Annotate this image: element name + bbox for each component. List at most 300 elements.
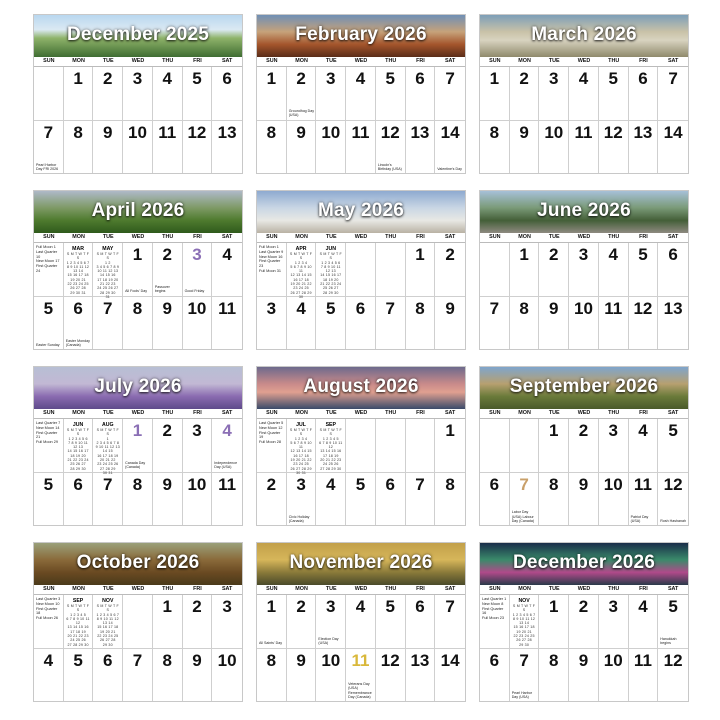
weekday-label: WED	[131, 58, 145, 64]
day-cell[interactable]	[212, 297, 242, 350]
month-banner-photo	[257, 191, 465, 233]
day-number: 3	[608, 597, 618, 616]
day-cell[interactable]	[658, 121, 688, 174]
day-cell[interactable]	[599, 297, 629, 350]
month-card[interactable]	[33, 190, 243, 350]
day-cell[interactable]	[346, 67, 376, 121]
day-cell[interactable]	[658, 473, 688, 526]
mini-calendar-row: S M T W T F S	[96, 428, 119, 437]
day-cell[interactable]	[212, 67, 242, 121]
mini-calendar-row: 16 17 18 19 20 21 22	[97, 453, 119, 463]
mini-calendar-row: S M T W T F S	[96, 252, 119, 261]
moon-phase-line: Full Moon 26	[36, 616, 58, 621]
mini-calendar-row: 1 2 3 4 5 6	[68, 436, 88, 441]
weekday-label: TUE	[548, 58, 560, 64]
day-cell[interactable]	[346, 121, 376, 174]
day-cell[interactable]	[569, 419, 599, 473]
day-cell[interactable]	[599, 473, 629, 526]
day-cell[interactable]	[435, 297, 465, 350]
empty-cell	[93, 243, 123, 297]
month-title: September 2026	[509, 376, 659, 397]
day-cell[interactable]	[406, 243, 436, 297]
empty-cell	[406, 419, 436, 473]
weekday-label: MON	[295, 586, 308, 592]
day-cell[interactable]	[599, 121, 629, 174]
weekday-label: SUN	[266, 58, 278, 64]
day-cell[interactable]	[212, 595, 242, 649]
weekday-label: MON	[295, 58, 308, 64]
mini-calendar-row: 13 14 15 16 17 18 19	[320, 449, 342, 458]
day-cell[interactable]	[569, 473, 599, 526]
month-card[interactable]	[479, 14, 689, 174]
mini-calendar-row: 27 28 29 30	[67, 642, 89, 647]
day-cell[interactable]	[629, 121, 659, 174]
day-cell[interactable]	[629, 595, 659, 649]
day-cell[interactable]	[346, 649, 376, 702]
weekday-label: MON	[518, 586, 531, 592]
weekday-label: SUN	[489, 234, 501, 240]
day-cell[interactable]	[599, 649, 629, 702]
day-cell[interactable]	[93, 121, 123, 174]
mini-calendar-row: 12 13 14 15 16 17 18	[290, 449, 312, 458]
month-banner-photo	[480, 367, 688, 409]
day-cell[interactable]	[212, 243, 242, 297]
day-cell[interactable]	[480, 121, 510, 174]
day-cell[interactable]	[93, 649, 123, 702]
day-number: 1	[549, 597, 559, 616]
day-number: 2	[103, 69, 113, 88]
day-cell[interactable]	[376, 297, 406, 350]
moon-phase-line: Full Moon 1	[259, 245, 279, 249]
day-cell[interactable]	[257, 649, 287, 702]
day-cell[interactable]	[539, 473, 569, 526]
day-cell[interactable]	[287, 67, 317, 121]
moon-phase-line: New Moon 16	[259, 254, 283, 259]
day-cell[interactable]	[257, 121, 287, 174]
day-number: 7	[103, 475, 113, 494]
day-number: 1	[445, 421, 455, 440]
day-cell[interactable]	[183, 649, 213, 702]
day-cell[interactable]	[123, 243, 153, 297]
month-card[interactable]	[33, 366, 243, 526]
day-cell[interactable]	[539, 649, 569, 702]
day-number: 5	[385, 69, 395, 88]
empty-cell	[480, 419, 510, 473]
day-cell[interactable]	[346, 297, 376, 350]
empty-cell	[287, 243, 317, 297]
day-number: 9	[192, 651, 202, 670]
day-cell[interactable]	[287, 297, 317, 350]
weekday-label: MON	[295, 410, 308, 416]
mini-calendar-row: S M T W T F S	[319, 252, 342, 261]
mini-calendar-row: S M T W T F S	[66, 604, 90, 613]
mini-calendar-row: 26 27 28 29 30	[290, 290, 312, 299]
day-cell[interactable]	[406, 473, 436, 526]
day-cell[interactable]	[316, 67, 346, 121]
day-cell[interactable]	[287, 595, 317, 649]
day-cell[interactable]	[599, 419, 629, 473]
day-cell[interactable]	[153, 419, 183, 473]
day-number: 3	[608, 421, 618, 440]
moon-phase-notes	[257, 419, 286, 447]
month-banner-photo	[480, 15, 688, 57]
weekday-label: TUE	[548, 586, 560, 592]
weekday-label: THU	[162, 234, 174, 240]
day-cell[interactable]	[316, 595, 346, 649]
day-cell[interactable]	[153, 121, 183, 174]
day-cell[interactable]	[510, 243, 540, 297]
day-cell[interactable]	[435, 419, 465, 473]
mini-calendar-row: 19 20 21 22 23 24 25	[290, 458, 312, 467]
day-cell[interactable]	[376, 121, 406, 174]
day-cell[interactable]	[376, 67, 406, 121]
day-number: 5	[43, 475, 54, 494]
day-cell[interactable]	[569, 121, 599, 174]
holiday-note: Lincoln's Birthday (USA)	[377, 162, 402, 171]
moon-phase-line: First Quarter 21	[36, 430, 58, 440]
weekday-label: THU	[608, 586, 620, 592]
day-cell[interactable]	[123, 649, 153, 702]
mini-calendar-row: 28 29 30	[70, 466, 86, 471]
day-cell[interactable]	[599, 243, 629, 297]
day-number: 1	[549, 421, 559, 440]
day-cell[interactable]	[480, 297, 510, 350]
mini-calendar-row: 20 21 22 23 24 25 26	[320, 458, 342, 467]
day-cell[interactable]	[539, 243, 569, 297]
day-number: 7	[519, 475, 529, 494]
day-cell[interactable]	[435, 243, 465, 297]
day-cell[interactable]	[539, 297, 569, 350]
day-number: 7	[519, 651, 529, 670]
day-cell[interactable]	[510, 297, 540, 350]
month-card[interactable]	[256, 14, 466, 174]
day-cell[interactable]	[123, 419, 153, 473]
day-number: 7	[445, 597, 455, 616]
day-cell[interactable]	[212, 419, 242, 473]
mini-calendar-row: 17 18 19 20 21 22 23	[97, 277, 119, 287]
weekday-header	[480, 233, 688, 243]
mini-calendar-row: 14 15 16 17 18 19 20	[67, 449, 89, 458]
day-cell[interactable]	[480, 649, 510, 702]
holiday-note: Labor Day (USA) Labour Day (Canada)	[511, 510, 535, 523]
day-cell[interactable]	[64, 297, 94, 350]
moon-phase-line: First Quarter 16	[482, 606, 504, 616]
day-number: 5	[608, 69, 618, 88]
day-cell[interactable]	[569, 297, 599, 350]
weekday-header	[257, 409, 465, 419]
weekday-label: FRI	[193, 586, 202, 592]
day-cell[interactable]	[629, 243, 659, 297]
weekday-label: SAT	[221, 234, 233, 240]
day-cell[interactable]	[480, 473, 510, 526]
day-number: 4	[326, 475, 336, 494]
month-title: November 2026	[289, 552, 433, 573]
day-number: 6	[415, 597, 425, 616]
empty-cell	[480, 243, 510, 297]
day-number: 11	[604, 299, 623, 318]
weekday-label: FRI	[416, 234, 425, 240]
day-number: 1	[162, 597, 172, 616]
mini-calendar-row: 29 30	[519, 642, 530, 647]
empty-cell	[257, 419, 287, 473]
mini-calendar-title: JUL	[296, 422, 306, 428]
day-cell[interactable]	[183, 243, 213, 297]
day-cell[interactable]	[183, 121, 213, 174]
weekday-label: SAT	[221, 586, 233, 592]
day-cell[interactable]	[316, 649, 346, 702]
day-cell[interactable]	[34, 121, 64, 174]
weekday-label: FRI	[416, 58, 425, 64]
day-number: 9	[445, 299, 455, 318]
day-cell[interactable]	[435, 121, 465, 174]
day-cell[interactable]	[346, 473, 376, 526]
day-cell[interactable]	[376, 649, 406, 702]
day-cell[interactable]	[34, 649, 64, 702]
weekday-label: MON	[518, 58, 531, 64]
month-banner-photo	[257, 543, 465, 585]
day-cell[interactable]	[629, 419, 659, 473]
day-cell[interactable]	[183, 297, 213, 350]
day-number: 9	[578, 475, 589, 494]
day-cell[interactable]	[539, 419, 569, 473]
day-cell[interactable]	[406, 297, 436, 350]
day-number: 11	[218, 475, 237, 494]
month-title: February 2026	[295, 24, 427, 45]
day-cell[interactable]	[287, 121, 317, 174]
day-cell[interactable]	[183, 419, 213, 473]
weekday-header	[257, 57, 465, 67]
weekday-label: TUE	[102, 58, 114, 64]
day-cell[interactable]	[34, 297, 64, 350]
day-cell[interactable]	[599, 595, 629, 649]
day-cell[interactable]	[569, 243, 599, 297]
day-number: 6	[385, 475, 395, 494]
day-number: 5	[668, 597, 678, 616]
day-cell[interactable]	[346, 595, 376, 649]
day-number: 8	[489, 123, 500, 142]
weekday-label: SAT	[444, 58, 456, 64]
day-number: 12	[603, 123, 623, 142]
day-cell[interactable]	[64, 649, 94, 702]
day-cell[interactable]	[93, 294, 123, 350]
day-cell[interactable]	[658, 595, 688, 649]
day-number: 13	[410, 651, 430, 670]
day-number: 6	[489, 475, 500, 494]
moon-phase-line: Full Moon 23	[482, 616, 504, 621]
day-cell[interactable]	[406, 67, 436, 121]
month-card[interactable]	[33, 14, 243, 174]
day-number: 12	[380, 651, 400, 670]
day-number: 2	[296, 597, 306, 616]
day-cell[interactable]	[153, 473, 183, 526]
day-number: 13	[410, 123, 430, 142]
day-cell[interactable]	[257, 473, 287, 526]
day-cell[interactable]	[510, 649, 540, 702]
month-title: June 2026	[537, 200, 631, 221]
weekday-label: THU	[385, 234, 397, 240]
day-number: 13	[663, 299, 683, 318]
day-cell[interactable]	[435, 473, 465, 526]
day-cell[interactable]	[569, 595, 599, 649]
month-card[interactable]	[479, 366, 689, 526]
day-number: 7	[103, 299, 113, 318]
mini-calendar-row: 15 16 17 18 19 20 21	[97, 625, 119, 634]
day-number: 6	[222, 69, 232, 88]
day-cell[interactable]	[34, 473, 64, 526]
weekday-label: WED	[354, 410, 368, 416]
month-card[interactable]	[479, 190, 689, 350]
day-cell[interactable]	[510, 473, 540, 526]
day-number: 10	[603, 475, 623, 494]
day-cell[interactable]	[257, 595, 287, 649]
mini-calendar-title: JUN	[72, 422, 84, 428]
day-cell[interactable]	[64, 121, 94, 174]
weekday-label: MON	[72, 410, 85, 416]
day-cell[interactable]	[183, 473, 213, 526]
day-cell[interactable]	[153, 297, 183, 350]
day-cell[interactable]	[658, 67, 688, 121]
weekday-label: MON	[295, 234, 308, 240]
day-cell[interactable]	[599, 67, 629, 121]
day-cell[interactable]	[316, 121, 346, 174]
day-cell[interactable]	[183, 595, 213, 649]
day-number: 11	[158, 123, 177, 142]
day-cell[interactable]	[183, 67, 213, 121]
day-cell[interactable]	[376, 473, 406, 526]
weekday-label: THU	[608, 58, 620, 64]
day-cell[interactable]	[64, 67, 94, 121]
moon-phase-line: Last Quarter 5	[259, 421, 284, 425]
moon-phase-line: New Moon 8	[482, 601, 504, 606]
day-cell[interactable]	[212, 121, 242, 174]
day-cell[interactable]	[539, 121, 569, 174]
day-cell[interactable]	[93, 67, 123, 121]
day-grid	[480, 243, 688, 350]
mini-calendar	[64, 243, 93, 298]
empty-cell	[376, 243, 406, 297]
weekday-label: TUE	[102, 586, 114, 592]
day-cell[interactable]	[435, 67, 465, 121]
mini-calendar	[93, 243, 122, 302]
day-number: 1	[132, 245, 143, 264]
day-cell[interactable]	[123, 121, 153, 174]
day-number: 8	[549, 475, 559, 494]
day-cell[interactable]	[287, 473, 317, 526]
day-cell[interactable]	[658, 243, 688, 297]
day-cell[interactable]	[435, 595, 465, 649]
day-cell[interactable]	[406, 649, 436, 702]
day-cell[interactable]	[123, 473, 153, 526]
day-cell[interactable]	[257, 297, 287, 350]
empty-cell	[287, 419, 317, 473]
day-cell[interactable]	[212, 473, 242, 526]
weekday-label: SAT	[667, 410, 679, 416]
weekday-label: SUN	[43, 234, 55, 240]
day-cell[interactable]	[569, 649, 599, 702]
day-cell[interactable]	[406, 595, 436, 649]
day-cell[interactable]	[629, 649, 659, 702]
day-cell[interactable]	[435, 649, 465, 702]
moon-phase-line: First Quarter 18	[36, 606, 58, 616]
day-cell[interactable]	[629, 297, 659, 350]
day-number: 9	[162, 299, 172, 318]
day-cell[interactable]	[658, 297, 688, 350]
day-cell[interactable]	[629, 67, 659, 121]
day-number: 6	[638, 69, 648, 88]
moon-phase-notes	[257, 243, 286, 276]
day-number: 8	[132, 299, 143, 318]
day-cell[interactable]	[153, 649, 183, 702]
month-card[interactable]	[33, 542, 243, 702]
month-banner-photo	[34, 15, 242, 57]
month-card[interactable]	[479, 542, 689, 702]
day-cell[interactable]	[480, 67, 510, 121]
day-cell[interactable]	[123, 297, 153, 350]
day-number: 13	[217, 123, 237, 142]
day-cell[interactable]	[406, 121, 436, 174]
day-cell[interactable]	[569, 67, 599, 121]
day-cell[interactable]	[658, 649, 688, 702]
weekday-label: THU	[162, 58, 174, 64]
day-cell[interactable]	[376, 595, 406, 649]
weekday-header	[257, 233, 465, 243]
day-cell[interactable]	[212, 649, 242, 702]
day-cell[interactable]	[510, 67, 540, 121]
day-number: 9	[103, 123, 113, 142]
moon-phase-line: New Moon 14	[36, 425, 60, 430]
day-cell[interactable]	[257, 67, 287, 121]
weekday-label: SUN	[266, 410, 278, 416]
moon-phase-line: New Moon 17	[36, 259, 60, 264]
weekday-label: SUN	[266, 234, 278, 240]
weekday-label: THU	[608, 410, 620, 416]
empty-cell	[346, 419, 376, 473]
day-number: 4	[296, 299, 306, 318]
day-number: 7	[415, 475, 425, 494]
day-cell[interactable]	[316, 297, 346, 350]
month-title: April 2026	[91, 200, 185, 221]
day-number: 6	[355, 299, 366, 318]
weekday-label: SUN	[43, 58, 55, 64]
day-number: 8	[266, 651, 277, 670]
month-card[interactable]	[256, 190, 466, 350]
weekday-header	[34, 233, 242, 243]
day-cell[interactable]	[658, 419, 688, 473]
day-number: 8	[73, 123, 83, 142]
mini-calendar-row: S M T W T F S	[512, 604, 536, 613]
weekday-label: SAT	[667, 58, 679, 64]
day-cell[interactable]	[539, 595, 569, 649]
weekday-label: WED	[131, 410, 145, 416]
day-cell[interactable]	[287, 649, 317, 702]
day-cell[interactable]	[510, 121, 540, 174]
day-cell[interactable]	[629, 473, 659, 526]
weekday-label: WED	[577, 410, 591, 416]
day-cell[interactable]	[64, 473, 94, 526]
day-cell[interactable]	[123, 67, 153, 121]
day-cell[interactable]	[153, 67, 183, 121]
month-card[interactable]	[256, 542, 466, 702]
weekday-label: TUE	[325, 234, 337, 240]
mini-calendar-row: 21 22 23 24 25 26 27	[320, 282, 342, 291]
mini-calendar	[316, 243, 345, 298]
day-cell[interactable]	[153, 595, 183, 649]
weekday-label: WED	[354, 58, 368, 64]
day-cell[interactable]	[316, 473, 346, 526]
month-card[interactable]	[256, 366, 466, 526]
day-cell[interactable]	[539, 67, 569, 121]
day-cell[interactable]	[153, 243, 183, 297]
